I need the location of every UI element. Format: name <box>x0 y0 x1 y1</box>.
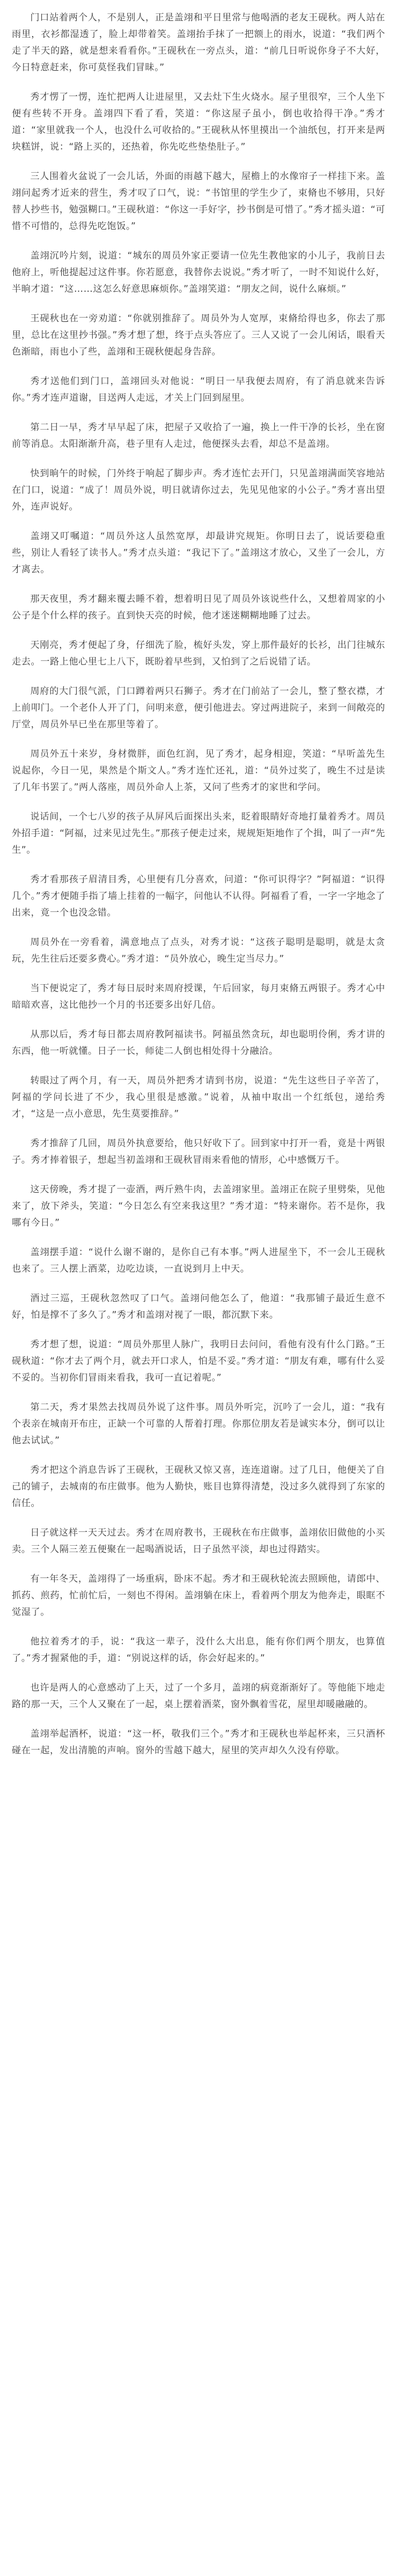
paragraph: 周员外五十来岁，身材微胖，面色红润，见了秀才，起身相迎，笑道：“早听盖先生说起你，今日一见，果然是个斯文人。”秀才连忙还礼，道：“员外过奖了，晚生不过是读了几年书罢了。”两人落座，周员外命人上茶，又问了些秀才的家世和学问。 <box>12 749 385 793</box>
paragraph: 秀才推辞了几回，周员外执意要给，他只好收下了。回到家中打开一看，竟是十两银子。秀才捧着银子，想起当初盖翊和王砚秋冒雨来看他的情形，心中感慨万千。 <box>12 1138 385 1165</box>
paragraph: 秀才想了想，说道：“周员外那里人脉广，我明日去问问，看他有没有什么门路。”王砚秋道：“你才去了两个月，就去开口求人，怕是不妥。”秀才道：“朋友有难，哪有什么妥不妥的。当初你们冒雨来看我，我可一直记着呢。” <box>12 1339 385 1383</box>
paragraph: 王砚秋也在一旁劝道：“你就别推辞了。周员外为人宽厚，束脩给得也多，你去了那里，总比在这里抄书强。”秀才想了想，终于点头答应了。三人又说了一会儿闲话，眼看天色渐暗，雨也小了些，盖翊和王砚秋便起身告辞。 <box>12 313 385 357</box>
paragraph: 盖翊又叮嘱道：“周员外这人虽然宽厚，却最讲究规矩。你明日去了，说话要稳重些，别让人看轻了读书人。”秀才点头道：“我记下了。”盖翊这才放心，又坐了一会儿，方才离去。 <box>12 531 385 575</box>
paragraph: 当下便说定了，秀才每日辰时来周府授课，午后回家，每月束脩五两银子。秀才心中暗暗欢喜，这比他抄一个月的书还要多出好几倍。 <box>12 983 385 1010</box>
paragraph: 秀才愣了一愣，连忙把两人让进屋里，又去灶下生火烧水。屋子里很窄，三个人坐下便有些转不开身。盖翊四下看了看，笑道：“你这屋子虽小，倒也收拾得干净。”秀才道：“家里就我一个人，也没什么可收拾的。”王砚秋从怀里摸出一个油纸包，打开来是两块糕饼，说：“路上买的，还热着，你先吃些垫垫肚子。” <box>12 92 385 152</box>
paragraph: 日子就这样一天天过去。秀才在周府教书，王砚秋在布庄做事，盖翊依旧做他的小买卖。三个人隔三差五便聚在一起喝酒说话，日子虽然平淡，却也过得踏实。 <box>12 1527 385 1555</box>
paragraph: 门口站着两个人，不是别人，正是盖翊和平日里常与他喝酒的老友王砚秋。两人站在雨里，衣衫都湿透了，脸上却带着笑。盖翊抬手抹了一把额上的雨水，说道：“我们两个走了半天的路，就是想来看看你。”王砚秋在一旁点头，道：“前几日听说你身子不大好，今日特意赶来，你可莫怪我们冒昧。” <box>12 12 385 73</box>
paragraph: 快到晌午的时候，门外终于响起了脚步声。秀才连忙去开门，只见盖翊满面笑容地站在门口，说道：“成了！周员外说，明日就请你过去，先见见他家的小公子。”秀才喜出望外，连声说好。 <box>12 468 385 512</box>
paragraph: 转眼过了两个月，有一天，周员外把秀才请到书房，说道：“先生这些日子辛苦了，阿福的学问长进了不少，我心里很是感激。”说着，从袖中取出一个红纸包，递给秀才，“这是一点小意思，先生莫要推辞。” <box>12 1075 385 1119</box>
paragraph: 第二天，秀才果然去找周员外说了这件事。周员外听完，沉吟了一会儿，道：“我有个表亲在城南开布庄，正缺一个可靠的人帮着打理。你那位朋友若是诚实本分，倒可以让他去试试。” <box>12 1402 385 1446</box>
paragraph: 也许是两人的心意感动了上天，过了一个多月，盖翊的病竟渐渐好了。等他能下地走路的那一天，三个人又聚在了一起，桌上摆着酒菜，窗外飘着雪花，屋里却暖融融的。 <box>12 1682 385 1710</box>
paragraph: 他拉着秀才的手，说：“我这一辈子，没什么大出息，能有你们两个朋友，也算值了。”秀才握紧他的手，道：“别说这样的话，你会好起来的。” <box>12 1636 385 1664</box>
paragraph: 秀才把这个消息告诉了王砚秋，王砚秋又惊又喜，连连道谢。过了几日，他便关了自己的铺子，去城南的布庄做事。他为人勤快，账目也算得清楚，没过多久就得到了东家的信任。 <box>12 1465 385 1509</box>
paragraph: 盖翊举起酒杯，说道：“这一杯，敬我们三个。”秀才和王砚秋也举起杯来，三只酒杯碰在一起，发出清脆的声响。窗外的雪越下越大，屋里的笑声却久久没有停歇。 <box>12 1729 385 1756</box>
paragraph: 盖翊摆手道：“说什么谢不谢的，是你自己有本事。”两人进屋坐下，不一会儿王砚秋也来了。三人摆上酒菜，边吃边谈，一直说到月上中天。 <box>12 1247 385 1274</box>
paragraph: 三人围着火盆说了一会儿话，外面的雨越下越大，屋檐上的水像帘子一样挂下来。盖翊问起秀才近来的营生，秀才叹了口气，说：“书馆里的学生少了，束脩也不够用，只好替人抄些书，勉强糊口。”王砚秋道：“你这一手好字，抄书倒是可惜了。”秀才摇头道：“可惜不可惜的，总得先吃饱饭。” <box>12 171 385 232</box>
paragraph: 周府的大门很气派，门口蹲着两只石狮子。秀才在门前站了一会儿，整了整衣襟，才上前叩门。一个老仆人开了门，问明来意，便引他进去。穿过两进院子，来到一间敞亮的厅堂，周员外早已坐在那里等着了。 <box>12 686 385 730</box>
paragraph: 有一年冬天，盖翊得了一场重病，卧床不起。秀才和王砚秋轮流去照顾他，请郎中、抓药、煎药，忙前忙后，一刻也不得闲。盖翊躺在床上，看着两个朋友为他奔走，眼眶不觉湿了。 <box>12 1574 385 1618</box>
paragraph: 秀才送他们到门口，盖翊回头对他说：“明日一早我便去周府，有了消息就来告诉你。”秀才连声道谢，目送两人走远，才关上门回到屋里。 <box>12 376 385 403</box>
paragraph: 说话间，一个七八岁的孩子从屏风后面探出头来，眨着眼睛好奇地打量着秀才。周员外招手道：“阿福，过来见过先生。”那孩子便走过来，规规矩矩地作了个揖，叫了一声“先生”。 <box>12 811 385 855</box>
paragraph: 从那以后，秀才每日都去周府教阿福读书。阿福虽然贪玩，却也聪明伶俐，秀才讲的东西，他一听就懂。日子一长，师徒二人倒也相处得十分融洽。 <box>12 1029 385 1057</box>
paragraph: 周员外在一旁看着，满意地点了点头，对秀才说：“这孩子聪明是聪明，就是太贪玩，先生往后还要多费心。”秀才道：“员外放心，晚生定当尽力。” <box>12 937 385 964</box>
paragraph: 天刚亮，秀才便起了身，仔细洗了脸，梳好头发，穿上那件最好的长衫，出门往城东走去。一路上他心里七上八下，既盼着早些到，又怕到了之后说错了话。 <box>12 640 385 667</box>
paragraph: 盖翊沉吟片刻，说道：“城东的周员外家正要请一位先生教他家的小儿子，我前日去他府上，听他提起过这件事。你若愿意，我替你去说说。”秀才听了，一时不知说什么好，半晌才道：“这……这怎么好意思麻烦你。”盖翊笑道：“朋友之间，说什么麻烦。” <box>12 250 385 294</box>
paragraph: 那天夜里，秀才翻来覆去睡不着，想着明日见了周员外该说些什么，又想着周家的小公子是个什么样的孩子。直到快天亮的时候，他才迷迷糊糊地睡了过去。 <box>12 594 385 621</box>
paragraph: 这天傍晚，秀才提了一壶酒，两斤熟牛肉，去盖翊家里。盖翊正在院子里劈柴，见他来了，放下斧头，笑道：“今日怎么有空来我这里？”秀才道：“特来谢你。若不是你，我哪有今日。” <box>12 1184 385 1228</box>
paragraph: 酒过三巡，王砚秋忽然叹了口气。盖翊问他怎么了，他道：“我那铺子最近生意不好，怕是撑不了多久了。”秀才和盖翊对视了一眼，都沉默下来。 <box>12 1293 385 1320</box>
paragraph: 秀才看那孩子眉清目秀，心里便有几分喜欢，问道：“你可识得字？”阿福道：“识得几个。”秀才便随手指了墙上挂着的一幅字，问他认不认得。阿福看了看，一字一字地念了出来，竟一个也没念错。 <box>12 874 385 918</box>
paragraph: 第二日一早，秀才早早起了床，把屋子又收拾了一遍，换上一件干净的长衫，坐在窗前等消息。太阳渐渐升高，巷子里有人走过，他便探头去看，却总不是盖翊。 <box>12 422 385 449</box>
